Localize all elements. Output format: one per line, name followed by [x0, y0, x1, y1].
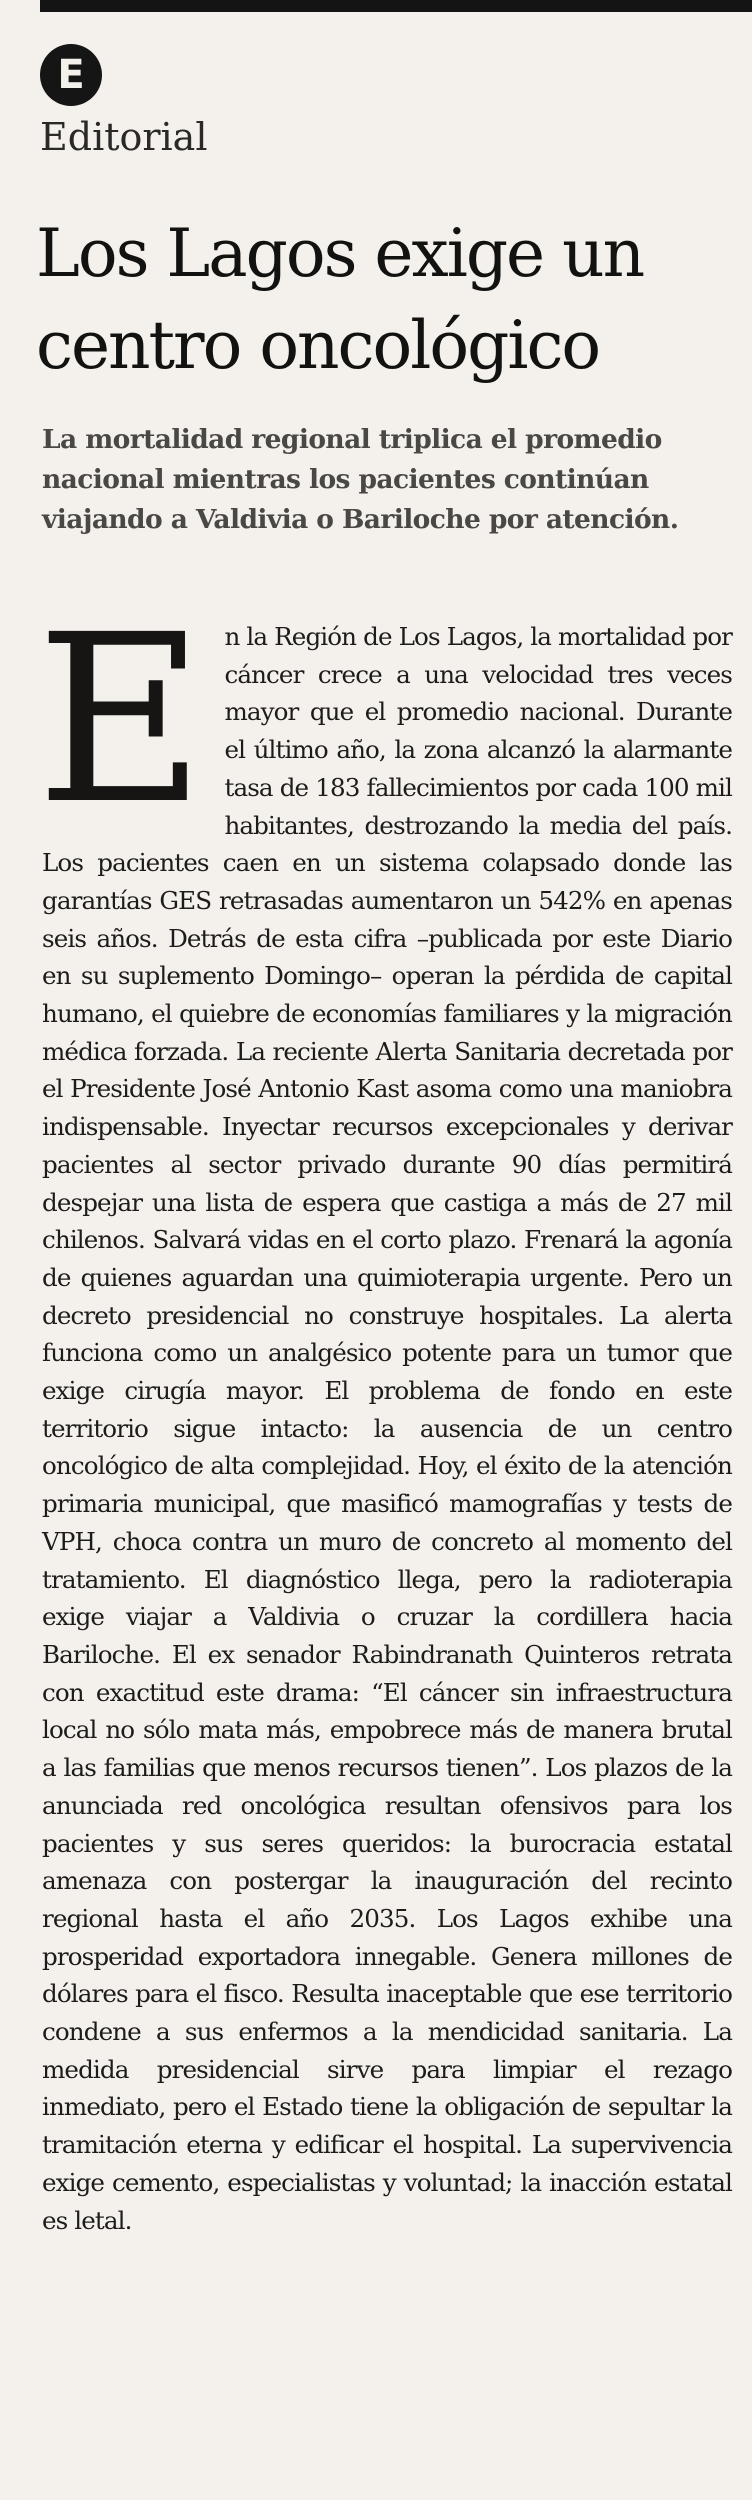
top-rule	[40, 0, 752, 12]
section-badge: E	[40, 44, 102, 106]
deck: La mortalidad regional triplica el promedio nacional mientras los pacientes continúan viajando a Valdivia o Bariloche por atención.	[42, 424, 679, 535]
article-body-text: n la Región de Los Lagos, la mortalidad por cáncer crece a una velocidad tres veces mayor que el promedio nacional. Durante el último año, la zona alcanzó la alarmante tasa de 183 fallecimientos por cada 100 mil habitantes, destrozando la media del país. Los pacientes caen en un sistema colapsado donde las garantías GES retrasadas aumentaron un 542% en apenas seis años. Detrás de esta cifra –publicada por este Diario en su suplemento Domingo– operan la pérdida de capital humano, el quiebre de economías familiares y la migración médica forzada. La reciente Alerta Sanitaria decretada por el Presidente José Antonio Kast asoma como una maniobra indispensable. Inyectar recursos excepcionales y derivar pacientes al sector privado durante 90 días permitirá despejar una lista de espera que castiga a más de 27 mil chilenos. Salvará vidas en el corto plazo. Frenará la agonía de quienes aguardan una quimioterapia urgente. Pero un decreto presidencial no construye hospitales. La alerta funciona como un analgésico potente para un tumor que exige cirugía mayor. El problema de fondo en este territorio sigue intacto: la ausencia de un centro oncológico de alta complejidad. Hoy, el éxito de la atención primaria municipal, que masificó mamografías y tests de VPH, choca contra un muro de concreto al momento del tratamiento. El diagnóstico llega, pero la radioterapia exige viajar a Valdivia o cruzar la cordillera hacia Bariloche. El ex senador Rabindranath Quinteros retrata con exactitud este drama: “El cáncer sin infraestructura local no sólo mata más, empobrece más de manera brutal a las familias que menos recursos tienen”. Los plazos de la anunciada red oncológica resultan ofensivos para los pacientes y sus seres queridos: la burocracia estatal amenaza con postergar la inauguración del recinto regional hasta el año 2035. Los Lagos exhibe una prosperidad exportadora innegable. Genera millones de dólares para el fisco. Resulta inaceptable que ese territorio condene a sus enfermos a la mendicidad sanitaria. La medida presidencial sirve para limpiar el rezago inmediato, pero el Estado tiene la obligación de sepultar la tramitación eterna y edificar el hospital. La supervivencia exige cemento, especialistas y voluntad; la inacción estatal es letal.	[42, 622, 732, 2235]
section-label: Editorial	[40, 115, 208, 159]
headline: Los Lagos exige un centro oncológico	[36, 215, 644, 384]
article-body	[36, 585, 732, 2239]
drop-cap: E	[36, 585, 205, 855]
